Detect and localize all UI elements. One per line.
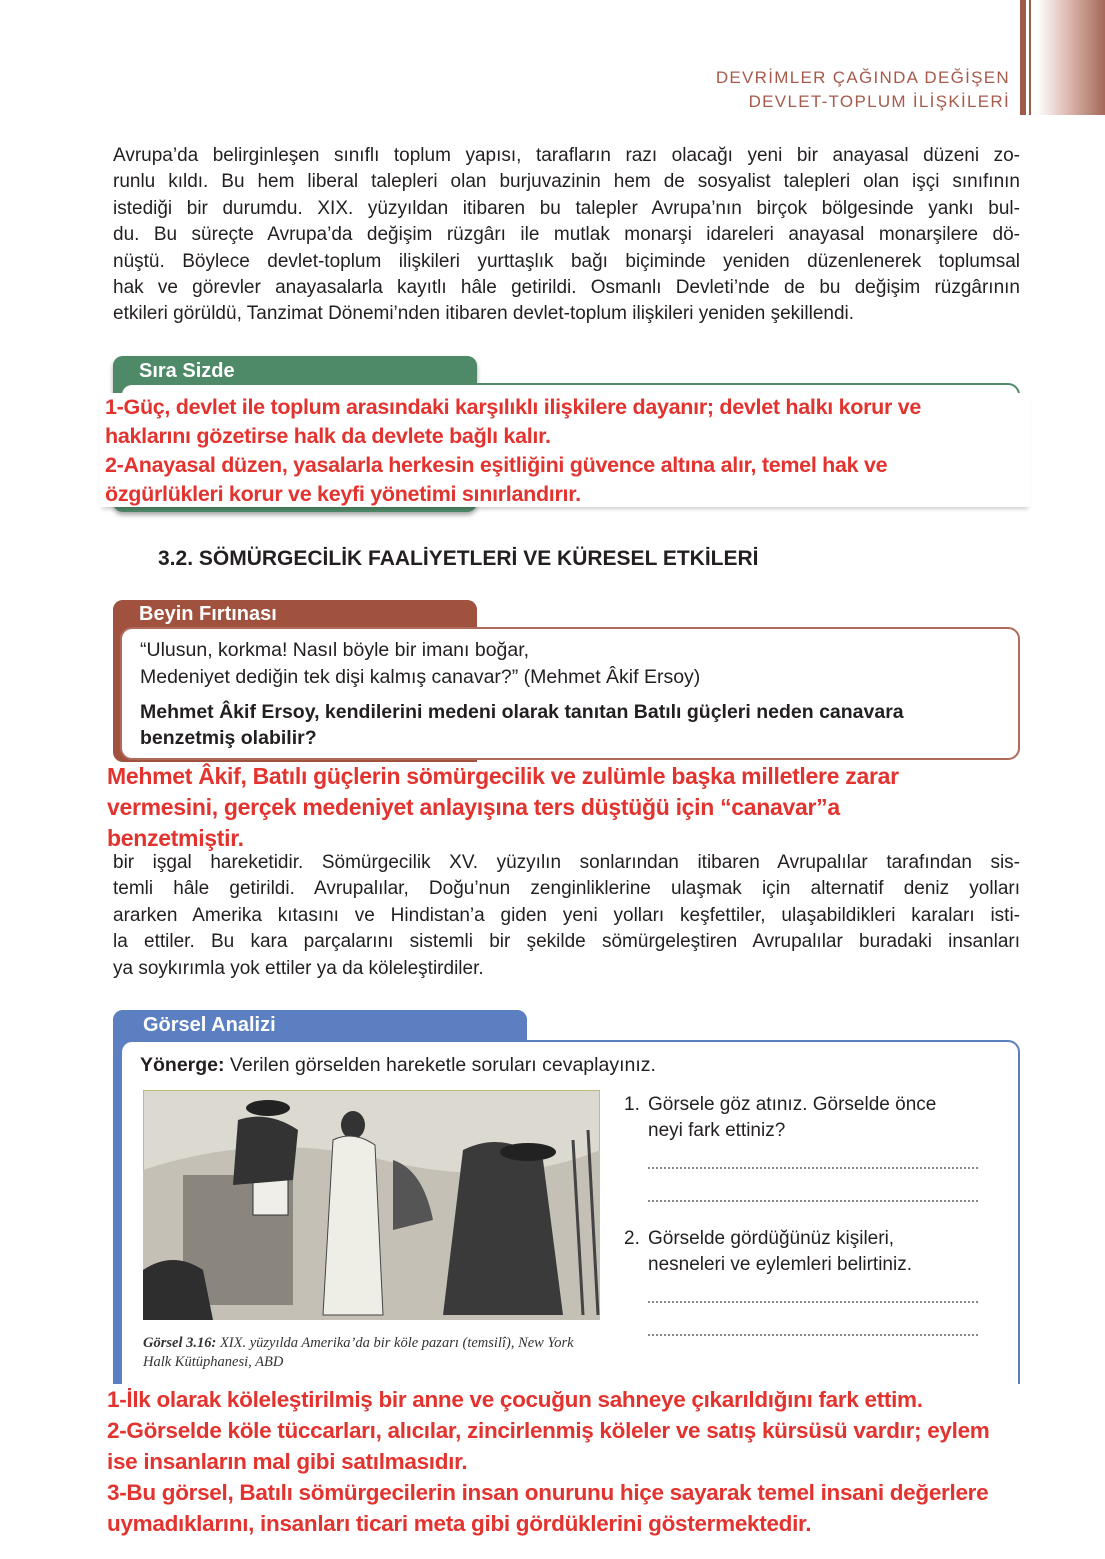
answer-line[interactable] (648, 1166, 978, 1169)
text-line: 2-Anayasal düzen, yasalarla herkesin eşitliğini güvence altına alır, temel hak ve (105, 453, 888, 477)
caption-text-1: XIX. yüzyılda Amerika’da bir köle pazarı (temsilî), New York (216, 1335, 574, 1351)
question-line-1: Mehmet Âkif Ersoy, kendilerini medeni olarak tanıtan Batılı güçleri neden canavara (140, 701, 904, 723)
text-line: bir işgal hareketidir. Sömürgecilik XV. yüzyılın sonlarından itibaren Avrupalılar tarafından sis- (113, 852, 1020, 873)
quote-line-2: Medeniyet dediğin tek dişi kalmış canavar?” (Mehmet Âkif Ersoy) (140, 666, 701, 688)
text-line: etkileri görüldü, Tanzimat Dönemi’nden itibaren devlet-toplum ilişkileri yeniden şekillendi. (113, 303, 855, 325)
text-line: 1-Güç, devlet ile toplum arasındaki karşılıklı ilişkilere dayanır; devlet halkı korur ve (105, 395, 922, 419)
image-caption (143, 1334, 574, 1372)
q2-number: 2. (624, 1228, 640, 1249)
instruction-text: Verilen görselden hareketle soruları cevaplayınız. (224, 1054, 656, 1076)
paragraph-1 (113, 143, 1020, 328)
text-line: istediği bir durumdu. XIX. yüzyıldan itibaren bu talepler Avrupa’nın birçok bölgesinde yankı bul- (113, 197, 1020, 219)
q1-line2: neyi fark ettiniz? (648, 1120, 786, 1141)
questions (624, 1092, 1004, 1336)
gorsel-analizi-answers (107, 1384, 990, 1539)
q2-line2: nesneleri ve eylemleri belirtiniz. (648, 1254, 912, 1275)
section-heading: 3.2. SÖMÜRGECİLİK FAALİYETLERİ VE KÜRESEL ETKİLERİ (158, 547, 759, 570)
question-line-2: benzetmiş olabilir? (140, 727, 317, 749)
caption-text-2: Halk Kütüphanesi, ABD (143, 1354, 284, 1370)
text-line: du. Bu süreçte Avrupa’da değişim rüzgârı ile mutlak monarşi idareleri anayasal monarşilere dö- (113, 224, 1020, 246)
caption-label: Görsel 3.16: (143, 1335, 217, 1351)
gorsel-analizi-title: Görsel Analizi (113, 1010, 527, 1040)
answer-line[interactable] (648, 1199, 978, 1202)
beyin-firtinasi-title: Beyin Fırtınası (113, 600, 477, 628)
text-line: 1-İlk olarak köleleştirilmiş bir anne ve çocuğun sahneye çıkarıldığını fark ettim. (107, 1387, 923, 1412)
chapter-header-line2: DEVLET-TOPLUM İLİŞKİLERİ (748, 92, 1010, 111)
sira-sizde-answers (105, 393, 921, 509)
answer-line[interactable] (648, 1333, 978, 1336)
text-line: Mehmet Âkif, Batılı güçlerin sömürgecilik ve zulümle başka milletlere zarar (107, 763, 899, 789)
header-decoration-bar (1020, 0, 1026, 115)
text-line: uymadıklarını, insanları ticari meta gibi gördüklerini göstermektedir. (107, 1511, 812, 1536)
text-line: ya soykırımla yok ettiler ya da köleleştirdiler. (113, 957, 484, 979)
text-line: runlu kıldı. Bu hem liberal talepleri olan burjuvazinin hem de sosyalist talepleri olan işçi sınıfının (113, 171, 1020, 193)
chapter-header (716, 66, 1010, 114)
text-line: 2-Görselde köle tüccarları, alıcılar, zincirlenmiş köleler ve satış kürsüsü vardır; eylem (107, 1418, 990, 1443)
chapter-header-line1: DEVRİMLER ÇAĞINDA DEĞİŞEN (715, 68, 1010, 87)
text-line: temli hâle getirildi. Avrupalılar, Doğu’nun zenginliklerine ulaşmak için alternatif deniz yolları (113, 878, 1020, 900)
text-line: benzetmiştir. (107, 825, 244, 851)
text-line: hak ve görevler anayasalarla kayıtlı hâle getirildi. Osmanlı Devleti’nde de bu değişim rüzgârının (113, 277, 1020, 299)
instruction-label: Yönerge: (140, 1054, 225, 1076)
text-line: özgürlükleri korur ve keyfi yönetimi sınırlandırır. (105, 482, 581, 506)
paragraph-2 (113, 850, 1020, 982)
text-line: la ettiler. Bu kara parçalarını sistemli bir şekilde sömürgeleştiren Avrupalılar buradaki insanları (113, 931, 1020, 953)
text-line: haklarını gözetirse halk da devlete bağlı kalır. (105, 424, 551, 448)
header-decoration-line (1029, 0, 1031, 115)
q2-line1: Görselde gördüğünüz kişileri, (648, 1228, 895, 1249)
slave-market-engraving-image (143, 1090, 600, 1320)
beyin-firtinasi-box (120, 627, 1020, 760)
text-line: 3-Bu görsel, Batılı sömürgecilerin insan onurunu hiçe sayarak temel insani değerlere (107, 1480, 989, 1505)
text-line: Avrupa’da belirginleşen sınıflı toplum yapısı, tarafların razı olacağı yeni bir anayasal düzeni zo- (113, 145, 1020, 166)
quote-line-1: “Ulusun, korkma! Nasıl böyle bir imanı boğar, (140, 639, 530, 661)
text-line: vermesini, gerçek medeniyet anlayışına ters düştüğü için “canavar”a (107, 794, 840, 820)
q1-line1: Görsele göz atınız. Görselde önce (648, 1094, 937, 1115)
header-decoration-gradient (1037, 0, 1105, 115)
text-line: ararken Amerika kıtasını ve Hindistan’a giden yeni yolları keşfettiler, ulaşabildikleri karaları isti- (113, 904, 1020, 926)
q1-number: 1. (624, 1094, 640, 1115)
text-line: nüştü. Böylece devlet-toplum ilişkileri yurttaşlık bağı biçiminde yeniden düzenlenerek toplumsal (113, 250, 1020, 272)
beyin-firtinasi-answers (107, 761, 899, 854)
text-line: ise insanların mal gibi satılmasıdır. (107, 1449, 468, 1474)
answer-line[interactable] (648, 1300, 978, 1303)
sira-sizde-title: Sıra Sizde (113, 356, 477, 386)
